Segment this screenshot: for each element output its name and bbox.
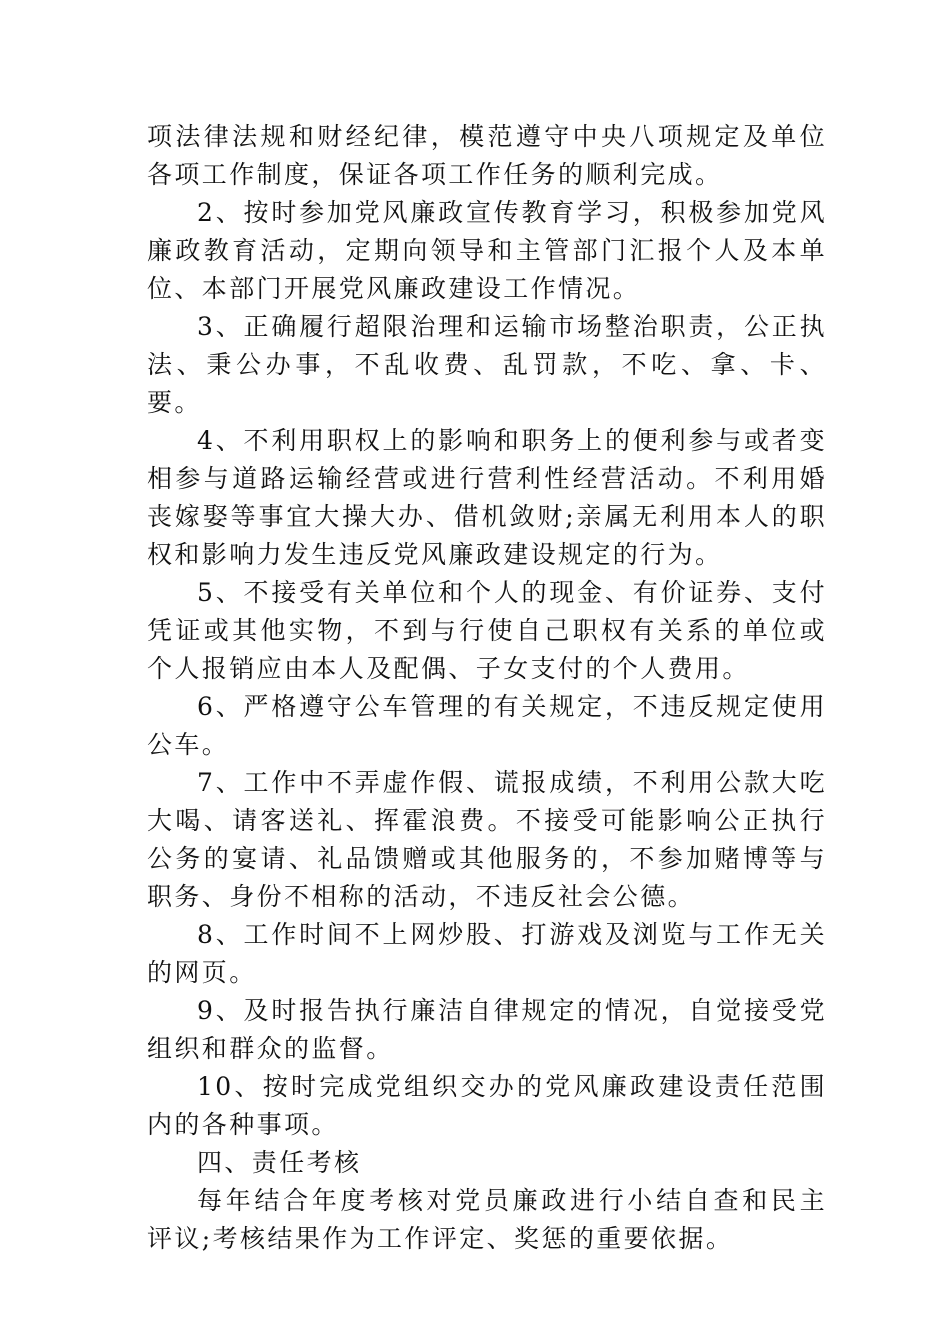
paragraph-item-6: 6、严格遵守公车管理的有关规定，不违反规定使用公车。 xyxy=(147,692,827,759)
closing-paragraph: 每年结合年度考核对党员廉政进行小结自查和民主评议;考核结果作为工作评定、奖惩的重要依据。 xyxy=(147,1186,827,1253)
paragraph-item-2: 2、按时参加党风廉政宣传教育学习，积极参加党风廉政教育活动，定期向领导和主管部门汇报个人及本单位、本部门开展党风廉政建设工作情况。 xyxy=(147,198,827,303)
paragraph-item-5: 5、不接受有关单位和个人的现金、有价证券、支付凭证或其他实物，不到与行使自己职权有关系的单位或个人报销应由本人及配偶、子女支付的个人费用。 xyxy=(147,578,827,683)
paragraph-item-9: 9、及时报告执行廉洁自律规定的情况，自觉接受党组织和群众的监督。 xyxy=(147,996,827,1063)
paragraph-item-3: 3、正确履行超限治理和运输市场整治职责，公正执法、秉公办事，不乱收费、乱罚款，不吃、拿、卡、要。 xyxy=(147,312,827,417)
paragraph-continued: 项法律法规和财经纪律，模范遵守中央八项规定及单位各项工作制度，保证各项工作任务的顺利完成。 xyxy=(147,122,827,189)
paragraph-item-7: 7、工作中不弄虚作假、谎报成绩，不利用公款大吃大喝、请客送礼、挥霍浪费。不接受可能影响公正执行公务的宴请、礼品馈赠或其他服务的，不参加赌博等与职务、身份不相称的活动，不违反社会公德。 xyxy=(147,768,827,911)
paragraph-item-8: 8、工作时间不上网炒股、打游戏及浏览与工作无关的网页。 xyxy=(147,920,827,987)
document-body xyxy=(147,118,827,1258)
paragraph-item-10: 10、按时完成党组织交办的党风廉政建设责任范围内的各种事项。 xyxy=(147,1072,827,1139)
paragraph-item-4: 4、不利用职权上的影响和职务上的便利参与或者变相参与道路运输经营或进行营利性经营活动。不利用婚丧嫁娶等事宜大操大办、借机敛财;亲属无利用本人的职权和影响力发生违反党风廉政建设规定的行为。 xyxy=(147,426,827,569)
section-heading: 四、责任考核 xyxy=(197,1148,362,1177)
